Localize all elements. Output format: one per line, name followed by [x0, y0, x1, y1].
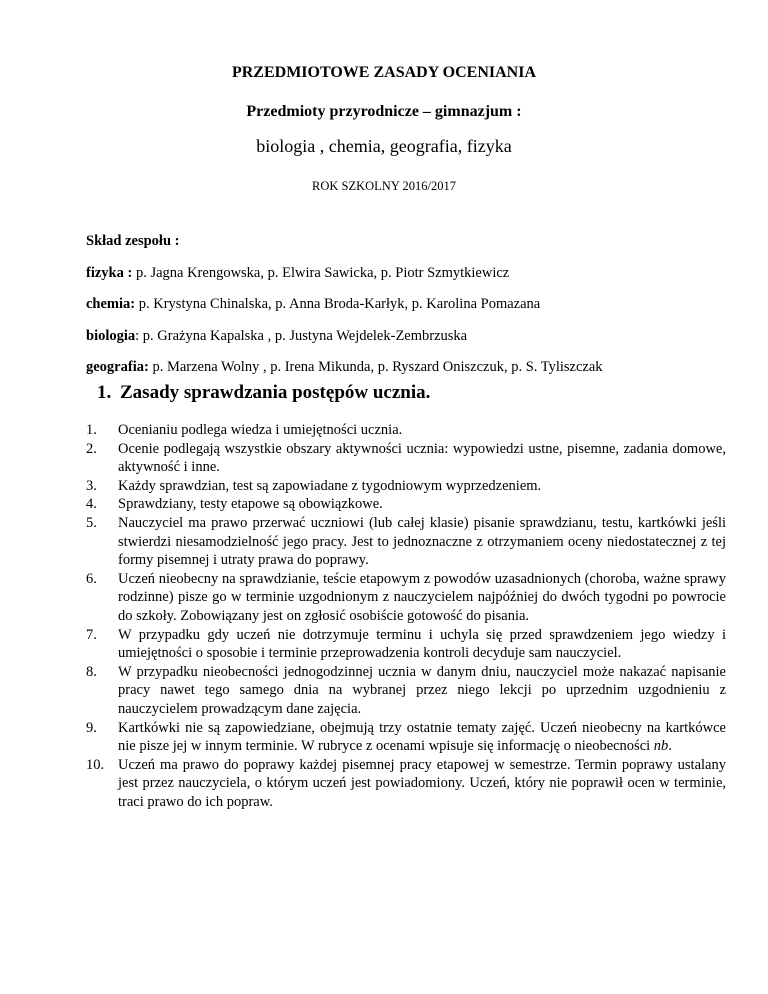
team-member-physics: fizyka : p. Jagna Krengowska, p. Elwira Sawicka, p. Piotr Szmytkiewicz [86, 264, 510, 281]
document-title: PRZEDMIOTOWE ZASADY OCENIANIA [231, 64, 537, 81]
document-subtitle: Przedmioty przyrodnicze – gimnazjum : [246, 103, 522, 120]
list-item: 1. Ocenianiu podlega wiedza i umiejętności ucznia. [86, 422, 403, 438]
list-item: 3. Każdy sprawdzian, test są zapowiadane z tygodniowym wyprzedzeniem. [86, 477, 542, 494]
list-item: 9. Kartkówki nie są zapowiedziane, obejmują trzy ostatnie tematy zajęć. Uczeń nieobecny na kartkówce nie pisze jej w innym terminie. W rubryce z ocenami wpisuje się informację o nieobecności nb. [86, 719, 726, 755]
list-item: 8. W przypadku nieobecności jednogodzinnej ucznia w danym dniu, nauczyciel może nakazać napisanie pracy nawet tego samego dnia na wybranej przez niego lekcji po uprzednim uzgodnieniu z nauczycielem prowadzącym dane zajęcia. [86, 663, 726, 717]
list-item: 10. Uczeń ma prawo do poprawy każdej pisemnej pracy etapowej w semestrze. Termin poprawy ustalany jest przez nauczyciela, o którym uczeń jest powiadomiony. Uczeń, który nie poprawił ocen w terminie, traci prawo do ich popraw. [86, 756, 726, 810]
team-block [86, 232, 726, 390]
team-member-biology: biologia: p. Grażyna Kapalska , p. Justyna Wejdelek-Zembrzuska [86, 327, 468, 344]
subjects-line: biologia , chemia, geografia, fizyka [256, 136, 512, 156]
list-item: 2. Ocenie podlegają wszystkie obszary aktywności ucznia: wypowiedzi ustne, pisemne, zadania domowe, aktywność i inne. [86, 440, 726, 476]
team-member-chemistry: chemia: p. Krystyna Chinalska, p. Anna Broda-Karłyk, p. Karolina Pomazana [86, 296, 541, 312]
team-member-geography: geografia: p. Marzena Wolny , p. Irena Mikunda, p. Ryszard Oniszczuk, p. S. Tyliszczak [86, 359, 603, 375]
section-heading [97, 382, 430, 404]
rules-list [86, 421, 726, 811]
list-item: 4. Sprawdziany, testy etapowe są obowiązkowe. [86, 496, 383, 513]
section-title: Zasady sprawdzania postępów ucznia. [120, 382, 431, 403]
list-item: 5. Nauczyciel ma prawo przerwać uczniowi (lub całej klasie) pisanie sprawdzianu, testu, kartkówki jeśli stwierdzi niesamodzielność jego pracy. Jest to jednoznaczne z otrzymaniem oceny niedostatecznej z tej formy pisemnej i utraty prawa do poprawy. [86, 514, 726, 569]
list-item: 7. W przypadku gdy uczeń nie dotrzymuje terminu i uchyla się przed sprawdzeniem jego wiedzy i umiejętności o sposobie i terminie przeprowadzenia kontroli decyduje sam nauczyciel. [86, 626, 726, 662]
team-heading: Skład zespołu : [86, 233, 180, 249]
section-number: 1. [97, 382, 112, 403]
school-year: ROK SZKOLNY 2016/2017 [312, 179, 456, 193]
list-item: 6. Uczeń nieobecny na sprawdzianie, teście etapowym z powodów uzasadnionych (choroba, ważne sprawy rodzinne) pisze go w terminie uzgodnionym z nauczycielem najpóźniej do dwóch tygodni po powrocie do szkoły. Zobowiązany jest on zgłosić osobiście gotowość do pisania. [86, 570, 726, 624]
